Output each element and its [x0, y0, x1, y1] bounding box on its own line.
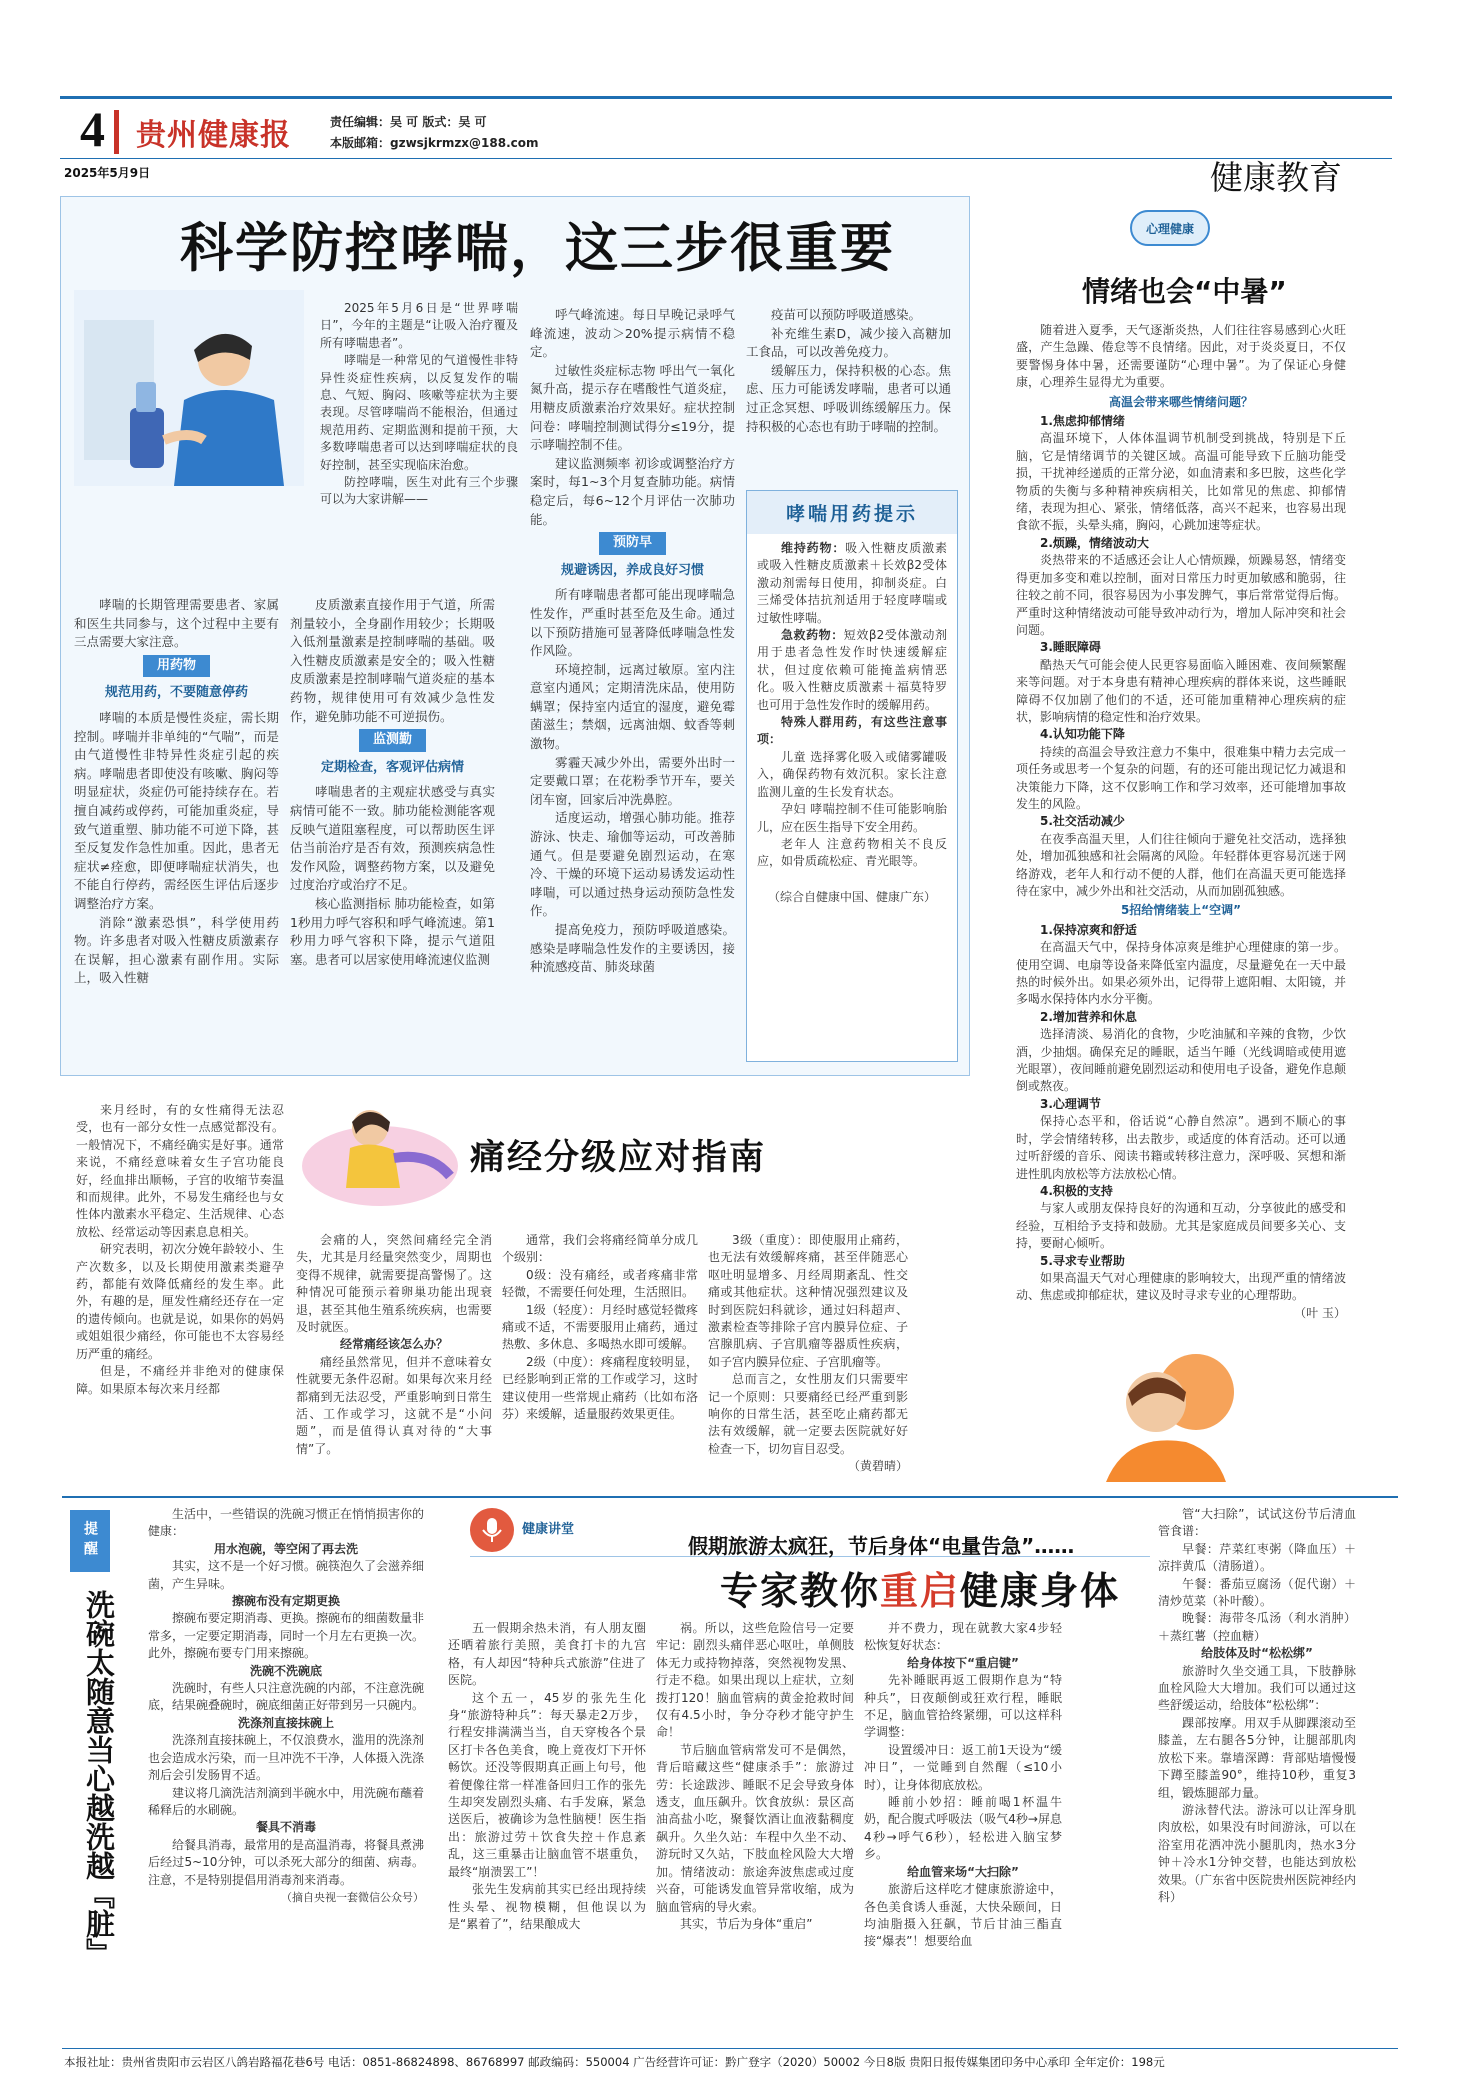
emotion-badge-label: 心理健康	[1145, 221, 1194, 236]
holiday-col-3	[1158, 1506, 1356, 1906]
tip-item-2: 急救药物：短效β2受体激动剂用于患者急性发作时快速缓解症状，但过度依赖可能掩盖病情恶化。吸入性糖皮质激素＋福莫特罗也可用于急性发作时的缓解用药。	[757, 628, 947, 712]
holiday-c1-3: 其实，节后为身体“重启”	[680, 1916, 813, 1931]
holiday-c2-3: 设置缓冲日：返工前1天设为“缓冲日”，一觉睡到自然醒（≤10小时），让身体彻底放松。	[864, 1742, 1062, 1792]
holiday-col-1	[656, 1620, 854, 1933]
asthma-col-4	[746, 306, 951, 436]
period-c0-1: 来月经时，有的女性痛得无法忍受，也有一部分女性一点感觉都没有。一般情况下，不痛经确实是好事。通常来说，不痛经意味着女生子宫功能良好，经血排出顺畅，子宫的收缩节奏温和而规律。此外，不易发生痛经也与女性体内激素水平稳定、生活规律、心态放松、经常运动等因素息息相关。	[76, 1103, 284, 1239]
holiday-title-b: 重启	[880, 1569, 961, 1613]
dish-body	[148, 1506, 424, 1906]
sec3-para-4: 适度运动，增强心肺功能。推荐游泳、快走、瑜伽等运动，可改善肺通气。但是要避免剧烈运动，在寒冷、干燥的环境下运动易诱发运动性哮喘，可以通过热身运动预防急性发作。	[530, 810, 735, 919]
f4-body: 与家人或朋友保持良好的沟通和互动，分享彼此的感受和经验，互相给予支持和鼓励。尤其是家庭成员间要多关心、支持，要耐心倾听。	[1016, 1201, 1346, 1251]
f2-body: 选择清淡、易消化的食物，少吃油腻和辛辣的食物，少饮酒，少抽烟。确保充足的睡眠，适当午睡（光线调暗或使用遮光眼罩），夜间睡前避免剧烈运动和使用电子设备，避免作息颠倒或熬夜。	[1016, 1027, 1347, 1094]
dish-p6: 洗碗时，有些人只注意洗碗的内部，不注意洗碗底，结果碗叠碗时，碗底细菌正好带到另一只碗内。	[148, 1681, 425, 1713]
dish-tag-label: 提醒	[82, 1521, 98, 1561]
footer-info: 本报社址：贵州省贵阳市云岩区八鸽岩路福花巷6号 电话：0851-86824898、86768997 邮政编码：550004 广告经营许可证：黔广登字（2020）50002 今日8版 贵阳日报传媒集团印务中心承印 全年定价：198元	[64, 2055, 1165, 2069]
holiday-col-0	[448, 1620, 646, 1933]
holiday-title	[720, 1560, 1120, 1615]
mic-icon	[470, 1508, 514, 1552]
section-divider	[62, 1496, 1398, 1498]
period-c0-3: 但是，不痛经并非绝对的健康保障。如果原本每次来月经都	[76, 1364, 284, 1396]
holiday-c1-2: 节后脑血管病常发可不是偶然，背后暗藏这些“健康杀手”：旅游过劳：长途跋涉、睡眠不足会导致身体透支，血压飙升。饮食放纵：景区高油高盐小吃，聚餐饮酒让血液黏稠度飙升。久坐久站：车程中久坐不动、游玩时又久站，下肢血栓风险大大增加。情绪波动：旅途奔波焦虑或过度兴奋，可能诱发血管异常收缩，成为脑血管病的导火索。	[656, 1742, 854, 1914]
period-c1-2: 痛经虽然常见，但并不意味着女性就要无条件忍耐。如果每次来月经都痛到无法忍受，严重影响到日常生活、工作或学习，这就不是“小问题”，而是值得认真对待的“大事情”了。	[296, 1354, 492, 1456]
page-number: 4	[80, 101, 105, 157]
tips-title: 哮喘用药提示	[747, 491, 957, 534]
holiday-c2-h2: 给血管来场“大扫除”	[907, 1864, 1019, 1879]
emotion-body	[1016, 322, 1346, 1322]
col4-para-1: 疫苗可以预防呼吸道感染。	[771, 307, 922, 322]
holiday-c3-2: 早餐：芹菜红枣粥（降血压）＋凉拌黄瓜（清肠道）。	[1158, 1541, 1356, 1574]
sec2-para-1: 哮喘患者的主观症状感受与真实病情可能不一致。肺功能检测能客观反映气道阻塞程度，可以帮助医生评估当前治疗是否有效，预测疾病急性发作风险，调整药物方案，以及避免过度治疗或治疗不足。	[290, 784, 495, 893]
period-col-0	[76, 1102, 284, 1398]
holiday-c0-2: 这个五一，45岁的张先生化身“旅游特种兵”：每天暴走2万步，行程安排满满当当，自天穿梭各个景区打卡各色美食，晚上竟夜灯下开怀畅饮。还没等假期真正画上句号，他着便像往常一样准备回归工作的张先生却突发剧烈头痛、右手发麻，紧急送医后，被确诊为急性脑梗！医生指出：旅游过劳＋饮食失控＋作息紊乱，这三重暴击让脑血管不堪重负，最终“崩溃罢工”！	[448, 1690, 646, 1879]
asthma-col-2	[290, 596, 495, 969]
tips-box	[746, 490, 958, 1062]
holiday-c2-5: 旅游后这样吃才健康旅游途中，各色美食诱人垂涎，大快朵颐间，日均油脂摄入狂飙，节后甘油三酯直接“爆表”！想要给血	[864, 1882, 1062, 1949]
header-top-rule	[60, 96, 1392, 99]
sec3-para-2: 环境控制，远离过敏原。室内注意室内通风；定期清洗床品，使用防螨罩；保持室内适宜的湿度，避免霉菌滋生；禁烟，远离油烟、蚊香等刺激物。	[530, 661, 735, 752]
holiday-c2-1: 并不费力，现在就教大家4步轻松恢复好状态：	[864, 1621, 1062, 1653]
holiday-c3-7: 游泳替代法。游泳可以让浑身肌肉放松，如果没有时间游泳，可以在浴室用花洒冲洗小腿肌肉，热水3分钟＋冷水1分钟交替，也能达到放松效果。（广东省中医院贵州医院神经内科）	[1158, 1802, 1357, 1904]
holiday-c3-1: 管“大扫除”，试试这份节后清血管食谱：	[1158, 1507, 1356, 1539]
sec1-tag: 用药物	[143, 655, 210, 678]
editor-line: 责任编辑：吴 可 版式：吴 可	[330, 115, 487, 129]
asthma-intro	[320, 300, 518, 509]
period-illustration	[300, 1088, 460, 1208]
e2-body: 炎热带来的不适感还会让人心情烦躁，烦躁易怒，情绪变得更加多变和难以控制，面对日常压力时更加敏感和脆弱，往往较之前不同，很容易因为小事发脾气，事后常常觉得后悔。严重时这种情绪波动可能导致冲动行为，增加人际冲突和社会问题。	[1016, 553, 1346, 637]
holiday-c3-4: 晚餐：海带冬瓜汤（利水消肿）＋蒸红薯（控血糖）	[1158, 1611, 1356, 1643]
sec1-para-2: 消除“激素恐惧”，科学使用药物。许多患者对吸入性糖皮质激素存在误解，担心激素有副作用。实际上，吸入性糖	[74, 914, 279, 986]
holiday-c3-h: 给肢体及时“松松绑”	[1201, 1646, 1313, 1661]
col1-para: 哮喘的长期管理需要患者、家属和医生共同参与，这个过程中主要有三点需要大家注意。	[74, 597, 279, 650]
e2-head: 2.烦躁，情绪波动大	[1040, 535, 1149, 550]
period-c0-2: 研究表明，初次分娩年龄较小、生产次数多，以及长期使用激素类避孕药，都能有效降低痛经的发生率。此外，有趣的是，厘发性痛经还存在一定的遗传倾向。也就是说，如果你的妈妈或姐姐很少痛经，你可能也不太容易经历严重的痛经。	[76, 1242, 284, 1361]
dish-h1: 用水泡碗，等空闲了再去洗	[213, 1541, 358, 1556]
holiday-c2-2: 先补睡眠再返工假期作息为“特种兵”，日夜颠倒或狂欢行程，睡眠不足，脑血管拾终紧绷，可以这样科学调整：	[864, 1673, 1062, 1740]
period-c1-head: 经常痛经该怎么办？	[339, 1337, 448, 1352]
f4-head: 4.积极的支持	[1040, 1183, 1113, 1198]
period-c3-1: 3级（重度）：即使服用止痛药，也无法有效缓解疼痛，甚至伴随恶心呕吐明显增多、月经周期紊乱、性交痛或其他症状。这种情况强烈建议及时到医院妇科就诊，通过妇科超声、激素检查等排除子宫内膜异位症、子宫腺肌病、子宫肌瘤等器质性疾病，如子宫内膜异位症、子宫肌瘤等。	[708, 1233, 908, 1369]
holiday-c3-6: 踝部按摩。用双手从脚踝滚动至膝盖，左右腿各5分钟，让腿部肌肉放松下来。靠墙深蹲：背部贴墙慢慢下蹲至膝盖90°，维持10秒，重复3组，锻炼腿部力量。	[1158, 1715, 1356, 1800]
f5-head: 5.寻求专业帮助	[1040, 1253, 1125, 1268]
e4-body: 持续的高温会导致注意力不集中，很难集中精力去完成一项任务或思考一个复杂的问题，有的还可能出现记忆力减退和决策能力下降，这不仅影响工作和学习效率，还可能增加事故发生的风险。	[1016, 744, 1346, 811]
col3-para-3: 建议监测频率 初诊或调整治疗方案时，每1~3个月复查肺功能。病情稳定后，每6~12个月评估一次肺功能。	[530, 455, 735, 527]
period-c2-3: 1级（轻度）：月经时感觉轻微疼痛或不适，不需要服用止痛药，通过热敷、多休息、多喝热水即可缓解。	[502, 1302, 698, 1352]
e5-body: 在夜季高温天里，人们往往倾向于避免社交活动，选择独处，增加孤独感和社会隔离的风险。年轻群体更容易沉迷于网络游戏，老年人和行动不便的人群，他们在高温天更可能选择待在家中，减少外出和社交活动，从而加剧孤独感。	[1016, 831, 1346, 898]
asthma-col-3	[530, 306, 735, 977]
sec1-heading: 规范用药，不要随意停药	[104, 685, 248, 701]
period-col-3	[708, 1232, 908, 1476]
e3-head: 3.睡眠障碍	[1040, 640, 1101, 655]
f3-head: 3.心理调节	[1040, 1096, 1101, 1111]
page-number-rule	[114, 110, 119, 154]
tip-item-5: 孕妇 哮喘控制不佳可能影响胎儿，应在医生指导下安全用药。	[757, 802, 947, 834]
footer-rule	[62, 2048, 1398, 2049]
dish-p9: 建议将几滴洗洁剂滴到半碗水中，用洗碗布蘸着稀释后的水刷碗。	[148, 1785, 425, 1817]
emotion-intro: 随着进入夏季，天气逐渐炎热，人们往往容易感到心火旺盛，产生急躁、倦怠等不良情绪。因此，对于炎炎夏日，不仅要警惕身体中暑，还需要谨防“心理中暑”。为了保证心身健康，心理养生显得尤为重要。	[1016, 323, 1346, 390]
e1-body: 高温环境下，人体体温调节机制受到挑战，特别是下丘脑，它是情绪调节的关键区域。高温可能导致下丘脑功能受损，干扰神经递质的正常分泌，如血清素和多巴胺，这些化学物质的失衡与多种精神疾病相关，比如常见的焦虑、抑郁情绪，表现为担心、紧张，情绪低落，高兴不起来，也容易出现食欲不振，头晕头痛，胸闷，心跳加速等症状。	[1016, 431, 1346, 533]
dish-p8: 洗涤剂直接抹碗上，不仅浪费水，滥用的洗涤剂也会造成水污染，而一旦冲洗不干净，人体摄入洗涤剂后会引发肠胃不适。	[148, 1733, 425, 1783]
emotion-author: （叶 玉）	[1294, 1305, 1346, 1320]
emotion-q2: 5招给情绪装上“空调”	[1120, 903, 1242, 918]
col3-para-2: 过敏性炎症标志物 呼出气一氧化氮升高，提示存在嗜酸性气道炎症，用糖皮质激素治疗效果好。症状控制问卷：哮喘控制测试得分≤19分，提示哮喘控制不佳。	[530, 362, 735, 453]
sec3-heading: 规避诱因，养成良好习惯	[560, 562, 704, 578]
dish-h3: 擦碗布没有定期更换	[231, 1594, 340, 1609]
e5-head: 5.社交活动减少	[1040, 814, 1125, 829]
holiday-c3-5: 旅游时久坐交通工具，下肢静脉血栓风险大大增加。我们可以通过这些舒缓运动，给肢体“松松绑”：	[1158, 1663, 1356, 1713]
page-header	[62, 92, 1398, 197]
sec2-tag: 监测勤	[359, 729, 426, 752]
period-title: 痛经分级应对指南	[470, 1138, 767, 1178]
holiday-c0-3: 张先生发病前其实已经出现持续性头晕、视物模糊，但他误以为是“累着了”，结果酿成大	[448, 1882, 646, 1931]
header-mid-rule	[60, 158, 1392, 159]
emotion-q1: 高温会带来哪些情绪问题？	[1108, 394, 1253, 409]
sec3-para-5: 提高免疫力，预防呼吸道感染。感染是哮喘急性发作的主要诱因，接种流感疫苗、肺炎球菌	[530, 922, 735, 975]
sec2-heading: 定期检查，客观评估病情	[320, 759, 464, 775]
emotion-badge	[1130, 210, 1210, 246]
asthma-title: 科学防控哮喘，这三步很重要	[180, 218, 895, 279]
intro-para-3: 防控哮喘，医生对此有三个步骤可以为大家讲解——	[320, 475, 518, 507]
issue-date: 2025年5月9日	[64, 166, 151, 180]
sec2-para-2: 核心监测指标 肺功能检查，如第1秒用力呼气容积和呼气峰流速。第1秒用力呼气容积下降，提示气道阻塞。患者可以居家使用峰流速仪监测	[290, 895, 495, 967]
holiday-c2-4: 睡前小妙招：睡前喝1杯温牛奶，配合腹式呼吸法（吸气4秒→屏息4秒→呼气6秒），轻松进入脑宝梦乡。	[864, 1795, 1062, 1862]
sec1-para-1: 哮喘的本质是慢性炎症，需长期控制。哮喘并非单纯的“气喘”，而是由气道慢性非特异性炎症引起的疾病。哮喘患者即使没有咳嗽、胸闷等明显症状，炎症仍可能持续存在。若擅自减药或停药，可能加重炎症，导致气道重塑、肺功能不可逆下降，甚至反复发作急性加重。因此，患者无症状≠痊愈，即便哮喘症状消失，也不能自行停药，需经医生评估后逐步调整治疗方案。	[74, 709, 279, 911]
dish-p0: 生活中，一些错误的洗碗习惯正在悄悄损害你的健康：	[148, 1507, 425, 1539]
f2-head: 2.增加营养和休息	[1040, 1009, 1137, 1024]
f1-head: 1.保持凉爽和舒适	[1040, 922, 1137, 937]
dish-tag	[70, 1510, 110, 1572]
tips-list	[747, 534, 957, 912]
period-c3-2: 总而言之，女性朋友们只需要牢记一个原则：只要痛经已经严重到影响你的日常生活，甚至吃止痛药都无法有效缓解，就一定要去医院就好好检查一下，切勿盲目忍受。	[708, 1372, 908, 1456]
tip-item-1: 维持药物：吸入性糖皮质激素或吸入性糖皮质激素＋长效β2受体激动剂需每日使用，抑制炎症。白三烯受体拮抗剂适用于轻度哮喘或过敏性哮喘。	[757, 541, 947, 625]
masthead: 贵州健康报	[136, 118, 291, 153]
dish-title: 洗碗太随意当心越洗越『脏』	[82, 1590, 116, 1967]
tip-item-4: 儿童 选择雾化吸入或储雾罐吸入，确保药物有效沉积。家长注意监测儿童的生长发育状态。	[757, 749, 947, 799]
col3-para-1: 呼气峰流速。每日早晚记录呼气峰流速，波动＞20%提示病情不稳定。	[530, 307, 735, 360]
holiday-c3-3: 午餐：番茄豆腐汤（促代谢）＋清炒苋菜（补叶酸）。	[1158, 1576, 1356, 1609]
tips-source: （综合自健康中国、健康广东）	[767, 889, 936, 904]
section-name: 健康教育	[1210, 158, 1342, 197]
period-c1-1: 会痛的人，突然间痛经完全消失，尤其是月经量突然变少，周期也变得不规律，就需要提高警惕了。这种情况可能预示着卵巢功能出现衰退，甚至其他生殖系统疾病，也需要及时就医。	[296, 1233, 492, 1335]
sec3-tag: 预防早	[599, 532, 666, 555]
e1-head: 1.焦虑抑郁情绪	[1040, 414, 1125, 429]
col2-para: 皮质激素直接作用于气道，所需剂量较小，全身副作用较少；长期吸入低剂量激素是控制哮喘的基础。吸入性糖皮质激素是安全的；吸入性糖皮质激素是控制哮喘气道炎症的基本药物，规律使用可有效减少急性发作，避免肺功能不可逆损伤。	[290, 597, 495, 724]
holiday-c0-1: 五一假期余热未消，有人朋友圈还晒着旅行美照，美食打卡的九宫格，有人却因“特种兵式旅游”住进了医院。	[448, 1621, 646, 1688]
period-col-1	[296, 1232, 492, 1458]
intro-para-1: 2025年5月6日是“世界哮喘日”，今年的主题是“让吸入治疗覆及所有哮喘患者”。	[320, 301, 518, 350]
holiday-c2-h1: 给身体按下“重启键”	[907, 1655, 1019, 1670]
e3-body: 酷热天气可能会使人民更容易面临入睡困难、夜间频繁醒来等问题。对于本身患有精神心理疾病的群体来说，这些睡眠障碍不仅加剧了他们的不适，还可能加重精神心理疾病的症状，影响病情的稳定性和治疗效果。	[1016, 657, 1346, 724]
email-line: 本版邮箱：gzwsjkrmzx@188.com	[330, 136, 539, 150]
sec3-para-3: 雾霾天减少外出，需要外出时一定要戴口罩；在花粉季节开车，要关闭车窗，回家后冲洗鼻腔。	[530, 754, 735, 807]
tip-item-3: 特殊人群用药，有这些注意事项：	[757, 715, 947, 747]
dish-p4: 擦碗布要定期消毒、更换。擦碗布的细菌数量非常多，一定要定期消毒，同时一个月左右更换一次。此外，擦碗布要专门用来擦碗。	[148, 1611, 425, 1661]
dish-h7: 洗涤剂直接抹碗上	[237, 1715, 334, 1730]
period-c2-4: 2级（中度）：疼痛程度较明显，已经影响到正常的工作或学习，这时建议使用一些常规止痛药（比如布洛芬）来缓解，适量服药效果更佳。	[502, 1354, 698, 1422]
holiday-c1-1: 祸。所以，这些危险信号一定要牢记：剧烈头痛伴恶心呕吐，单侧肢体无力或持物掉落，突然视物发黑、行走不稳。如果出现以上症状，立刻拨打120！脑血管病的黄金抢救时间仅有4.5小时，争分夺秒才能守护生命！	[656, 1621, 854, 1740]
holiday-tag: 健康讲堂	[522, 1522, 575, 1537]
dish-h5: 洗碗不洗碗底	[249, 1663, 322, 1678]
emotion-title: 情绪也会“中暑”	[1082, 275, 1287, 308]
holiday-title-a: 专家教你	[720, 1569, 881, 1613]
tip-item-6: 老年人 注意药物相关不良反应，如骨质疏松症、青光眼等。	[757, 836, 947, 869]
period-c2-2: 0级：没有痛经，或者疼痛非常轻微，不需要任何处理，生活照旧。	[502, 1267, 698, 1300]
dish-source: （摘自央视一套微信公众号）	[281, 1890, 424, 1904]
holiday-col-2	[864, 1620, 1062, 1951]
f1-body: 在高温天气中，保持身体凉爽是维护心理健康的第一步。使用空调、电扇等设备来降低室内温度，尽量避免在一天中最热的时候外出。如果必须外出，记得带上遮阳帽、太阳镜，并多喝水保持体内水分平衡。	[1016, 940, 1346, 1007]
e4-head: 4.认知功能下降	[1040, 727, 1125, 742]
f5-body: 如果高温天气对心理健康的影响较大，出现严重的情绪波动、焦虑或抑郁症状，建议及时寻求专业的心理帮助。	[1016, 1270, 1346, 1303]
col4-para-3: 缓解压力，保持积极的心态。焦虑、压力可能诱发哮喘，患者可以通过正念冥想、呼吸训练缓解压力。保持积极的心态也有助于哮喘的控制。	[746, 362, 951, 434]
sec3-para-1: 所有哮喘患者都可能出现哮喘急性发作，严重时甚至危及生命。通过以下预防措施可显著降低哮喘急性发作风险。	[530, 587, 735, 659]
period-col-2	[502, 1232, 698, 1423]
period-c2-1: 通常，我们会将痛经简单分成几个级别：	[502, 1233, 698, 1265]
dish-p11: 给餐具消毒，最常用的是高温消毒，将餐具煮沸后经过5~10分钟，可以杀死大部分的细菌、病毒。注意，不是特别提倡用消毒剂来消毒。	[148, 1837, 425, 1887]
f3-body: 保持心态平和，俗话说“心静自然凉”。遇到不顺心的事时，学会情绪转移，出去散步，或适度的体育活动。还可以通过听舒缓的音乐、阅读书籍或转移注意力，深呼吸、冥想和渐进性肌肉放松等方法放松心情。	[1016, 1114, 1346, 1181]
dish-p2: 其实，这不是一个好习惯。碗筷泡久了会滋养细菌，产生异味。	[148, 1559, 425, 1591]
col4-para-2: 补充维生素D，减少接入高糖加工食品，可以改善免疫力。	[746, 325, 951, 360]
emotion-illustration	[1036, 1342, 1266, 1482]
holiday-title-c: 健康身体	[960, 1569, 1121, 1613]
asthma-col-1	[74, 596, 279, 988]
asthma-illustration	[74, 290, 304, 486]
intro-para-2: 哮喘是一种常见的气道慢性非特异性炎症性疾病，以反复发作的喘息、气短、胸闷、咳嗽等症状为主要表现。尽管哮喘尚不能根治，但通过规范用药、定期监测和提前干预，大多数哮喘患者可以达到哮喘症状的良好控制，甚至实现临床治愈。	[320, 353, 518, 472]
dish-h10: 餐具不消毒	[255, 1820, 316, 1835]
holiday-kicker: 假期旅游太疯狂，节后身体“电量告急”……	[688, 1534, 1075, 1558]
period-author: （黄碧晴）	[847, 1459, 908, 1474]
